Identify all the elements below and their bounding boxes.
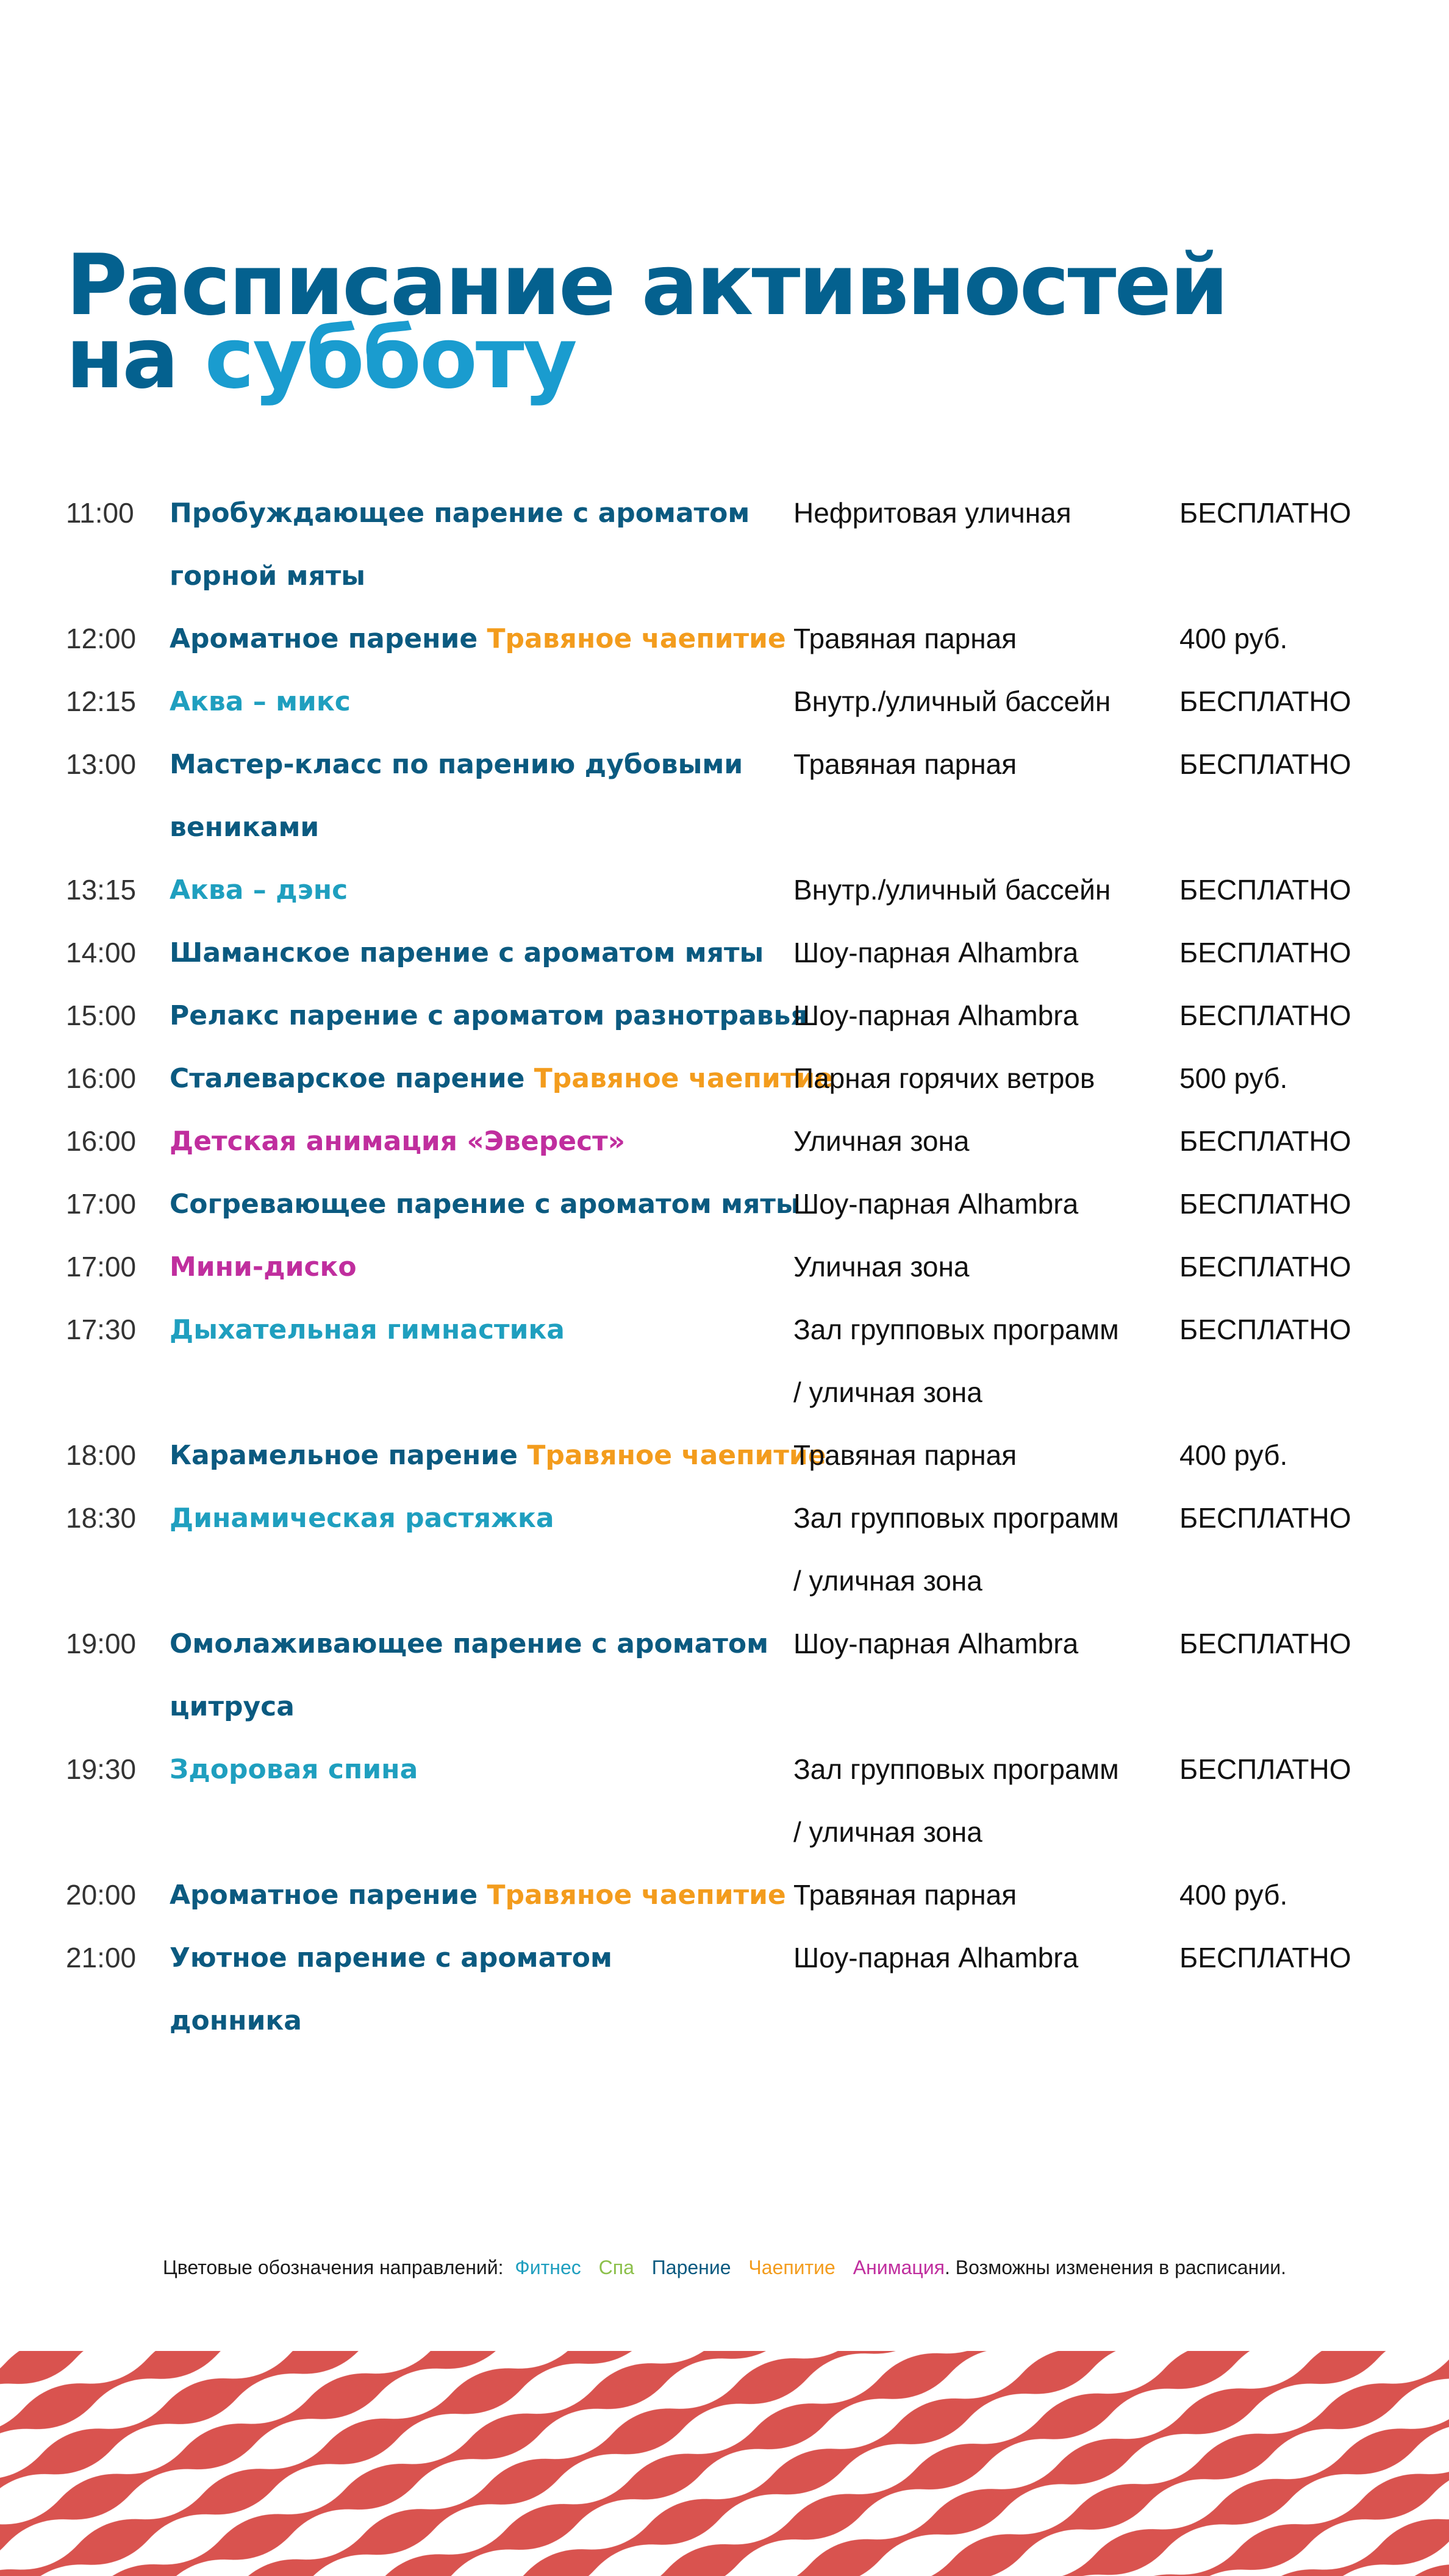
schedule-row	[66, 1173, 1395, 1236]
location-line: Зал групповых программ	[793, 1314, 1119, 1345]
schedule-activity	[170, 1738, 810, 1801]
schedule-activity	[170, 1424, 826, 1487]
schedule-row	[66, 1864, 1395, 1927]
schedule-activity	[170, 1927, 810, 2052]
activity-segment-tea: Травяное чаепитие	[487, 623, 786, 654]
schedule-time: 16:00	[66, 1125, 137, 1157]
schedule-time: 11:00	[66, 497, 134, 529]
schedule-row	[66, 1424, 1395, 1487]
activity-segment-fitness: Дыхательная гимнастика	[170, 1314, 565, 1345]
location-line: Шоу-парная Alhambra	[793, 1188, 1079, 1220]
location-line: Травяная парная	[793, 623, 1017, 654]
schedule-activity	[170, 1298, 810, 1361]
schedule-time: 19:30	[66, 1753, 137, 1785]
location-line: Внутр./уличный бассейн	[793, 685, 1111, 717]
schedule-table	[66, 482, 1395, 2052]
schedule-location	[793, 1047, 1159, 1110]
decorative-wave-pattern	[0, 2351, 1449, 2576]
schedule-row	[66, 482, 1395, 607]
schedule-price: 400 руб.	[1179, 1879, 1288, 1911]
schedule-activity	[170, 1612, 810, 1738]
schedule-location	[793, 482, 1159, 545]
schedule-row	[66, 1298, 1395, 1424]
activity-segment-fitness: Здоровая спина	[170, 1754, 418, 1785]
schedule-row	[66, 1110, 1395, 1173]
schedule-activity	[170, 1110, 810, 1173]
schedule-time: 20:00	[66, 1879, 137, 1911]
schedule-row	[66, 670, 1395, 733]
page-title	[66, 236, 1227, 407]
activity-segment-steam: Ароматное парение	[170, 1880, 487, 1911]
location-line: Шоу-парная Alhambra	[793, 1942, 1079, 1973]
schedule-price: БЕСПЛАТНО	[1179, 497, 1351, 529]
schedule-time: 18:30	[66, 1502, 137, 1534]
activity-line	[170, 1110, 810, 1173]
schedule-row	[66, 1047, 1395, 1110]
schedule-time: 12:15	[66, 685, 137, 717]
schedule-row	[66, 1927, 1395, 2052]
activity-segment-tea: Травяное чаепитие	[534, 1063, 833, 1094]
schedule-price: БЕСПЛАТНО	[1179, 1125, 1351, 1157]
schedule-activity	[170, 1487, 810, 1550]
schedule-location	[793, 921, 1159, 984]
activity-line	[170, 1612, 810, 1675]
activity-line	[170, 733, 810, 796]
schedule-price: БЕСПЛАТНО	[1179, 874, 1351, 906]
schedule-time: 13:00	[66, 748, 137, 780]
activity-segment-steam: Согревающее парение с ароматом мяты	[170, 1189, 800, 1220]
schedule-location	[793, 1864, 1159, 1927]
activity-segment-steam: Сталеварское парение	[170, 1063, 534, 1094]
activity-segment-animation: Детская анимация «Эверест»	[170, 1126, 626, 1157]
schedule-price: БЕСПЛАТНО	[1179, 1251, 1351, 1283]
schedule-price: 400 руб.	[1179, 623, 1288, 654]
schedule-price: БЕСПЛАТНО	[1179, 1314, 1351, 1345]
schedule-row	[66, 607, 1395, 670]
schedule-row	[66, 859, 1395, 921]
schedule-activity	[170, 1173, 810, 1236]
activity-segment-animation: Мини-диско	[170, 1251, 357, 1283]
legend-spa: Спа	[598, 2256, 634, 2278]
schedule-location	[793, 1612, 1159, 1675]
location-line: Шоу-парная Alhambra	[793, 1628, 1079, 1659]
schedule-price: 400 руб.	[1179, 1439, 1288, 1471]
legend-steam: Парение	[651, 2256, 731, 2278]
activity-line	[170, 921, 810, 984]
activity-segment-tea: Травяное чаепитие	[487, 1880, 786, 1911]
activity-segment-steam: Мастер-класс по парению дубовыми	[170, 749, 743, 780]
activity-line	[170, 1487, 810, 1550]
title-accent: субботу	[204, 309, 576, 407]
location-line: Зал групповых программ	[793, 1753, 1119, 1785]
schedule-activity	[170, 1236, 810, 1298]
schedule-time: 18:00	[66, 1439, 137, 1471]
legend-tea: Чаепитие	[748, 2256, 835, 2278]
activity-segment-steam: донника	[170, 2005, 302, 2036]
activity-line	[170, 482, 810, 545]
location-line: Травяная парная	[793, 748, 1017, 780]
activity-segment-steam: горной мяты	[170, 560, 365, 592]
activity-segment-steam: Уютное парение с ароматом	[170, 1942, 612, 1973]
schedule-activity	[170, 607, 810, 670]
location-line: Нефритовая уличная	[793, 497, 1072, 529]
activity-line	[170, 607, 810, 670]
schedule-activity	[170, 670, 810, 733]
schedule-time: 16:00	[66, 1062, 137, 1094]
schedule-activity	[170, 482, 810, 607]
activity-line	[170, 984, 810, 1047]
activity-segment-steam: Релакс парение с ароматом разнотравья	[170, 1000, 808, 1031]
schedule-time: 19:00	[66, 1628, 137, 1659]
activity-segment-steam: Шаманское парение с ароматом мяты	[170, 937, 764, 968]
location-line: / уличная зона	[793, 1376, 982, 1408]
schedule-row	[66, 1487, 1395, 1612]
schedule-activity	[170, 921, 810, 984]
schedule-time: 12:00	[66, 623, 137, 654]
color-legend	[0, 2256, 1449, 2279]
schedule-location	[793, 607, 1159, 670]
location-line: Травяная парная	[793, 1879, 1017, 1911]
schedule-price: БЕСПЛАТНО	[1179, 685, 1351, 717]
schedule-location	[793, 984, 1159, 1047]
schedule-row	[66, 1612, 1395, 1738]
location-line: / уличная зона	[793, 1565, 982, 1597]
schedule-location	[793, 1298, 1159, 1424]
location-line: Зал групповых программ	[793, 1502, 1119, 1534]
schedule-row	[66, 984, 1395, 1047]
activity-line	[170, 1864, 810, 1927]
schedule-activity	[170, 1864, 810, 1927]
legend-prefix: Цветовые обозначения направлений:	[163, 2256, 504, 2278]
location-line: / уличная зона	[793, 1816, 982, 1848]
activity-line	[170, 1989, 810, 2052]
schedule-location	[793, 859, 1159, 921]
schedule-row	[66, 733, 1395, 859]
location-line: Уличная зона	[793, 1251, 970, 1283]
schedule-location	[793, 1236, 1159, 1298]
activity-line	[170, 1298, 810, 1361]
activity-segment-steam: вениками	[170, 812, 320, 843]
schedule-time: 14:00	[66, 937, 137, 968]
activity-line	[170, 796, 810, 859]
activity-line	[170, 1738, 810, 1801]
title-line-1: Расписание активностей	[66, 236, 1227, 334]
schedule-time: 17:00	[66, 1251, 137, 1283]
activity-line	[170, 859, 810, 921]
activity-segment-steam: Карамельное парение	[170, 1440, 528, 1471]
schedule-location	[793, 1487, 1159, 1612]
schedule-activity	[170, 1047, 833, 1110]
activity-segment-steam: цитруса	[170, 1691, 295, 1722]
legend-fitness: Фитнес	[515, 2256, 581, 2278]
schedule-price: БЕСПЛАТНО	[1179, 1628, 1351, 1659]
legend-animation: Анимация	[853, 2256, 945, 2278]
activity-line	[170, 1675, 810, 1738]
schedule-price: БЕСПЛАТНО	[1179, 1753, 1351, 1785]
schedule-location	[793, 1110, 1159, 1173]
schedule-price: БЕСПЛАТНО	[1179, 1000, 1351, 1031]
legend-suffix: . Возможны изменения в расписании.	[944, 2256, 1286, 2278]
location-line: Уличная зона	[793, 1125, 970, 1157]
schedule-row	[66, 1236, 1395, 1298]
location-line: Шоу-парная Alhambra	[793, 1000, 1079, 1031]
schedule-location	[793, 670, 1159, 733]
schedule-price: 500 руб.	[1179, 1062, 1288, 1094]
schedule-price: БЕСПЛАТНО	[1179, 937, 1351, 968]
location-line: Внутр./уличный бассейн	[793, 874, 1111, 906]
schedule-price: БЕСПЛАТНО	[1179, 748, 1351, 780]
activity-line	[170, 1927, 810, 1989]
activity-line	[170, 1047, 833, 1110]
activity-segment-steam: Ароматное парение	[170, 623, 487, 654]
location-line: Парная горячих ветров	[793, 1062, 1095, 1094]
schedule-time: 21:00	[66, 1942, 137, 1973]
activity-line	[170, 1236, 810, 1298]
location-line: Травяная парная	[793, 1439, 1017, 1471]
schedule-price: БЕСПЛАТНО	[1179, 1188, 1351, 1220]
activity-segment-fitness: Аква – дэнс	[170, 875, 348, 906]
schedule-location	[793, 1173, 1159, 1236]
schedule-location	[793, 1927, 1159, 1989]
schedule-time: 15:00	[66, 1000, 137, 1031]
schedule-price: БЕСПЛАТНО	[1179, 1942, 1351, 1973]
title-prefix: на	[66, 309, 177, 407]
schedule-activity	[170, 733, 810, 859]
activity-segment-steam: Омолаживающее парение с ароматом	[170, 1628, 769, 1659]
schedule-activity	[170, 859, 810, 921]
activity-line	[170, 670, 810, 733]
schedule-price: БЕСПЛАТНО	[1179, 1502, 1351, 1534]
activity-segment-fitness: Динамическая растяжка	[170, 1503, 554, 1534]
schedule-location	[793, 733, 1159, 796]
activity-segment-fitness: Аква – микс	[170, 686, 351, 717]
location-line: Шоу-парная Alhambra	[793, 937, 1079, 968]
activity-segment-tea: Травяное чаепитие	[527, 1440, 826, 1471]
activity-line	[170, 545, 810, 607]
schedule-row	[66, 1738, 1395, 1864]
schedule-location	[793, 1424, 1159, 1487]
schedule-activity	[170, 984, 810, 1047]
schedule-location	[793, 1738, 1159, 1864]
schedule-time: 17:00	[66, 1188, 137, 1220]
activity-segment-steam: Пробуждающее парение с ароматом	[170, 498, 750, 529]
schedule-row	[66, 921, 1395, 984]
schedule-time: 17:30	[66, 1314, 137, 1345]
schedule-time: 13:15	[66, 874, 137, 906]
activity-line	[170, 1173, 810, 1236]
activity-line	[170, 1424, 826, 1487]
